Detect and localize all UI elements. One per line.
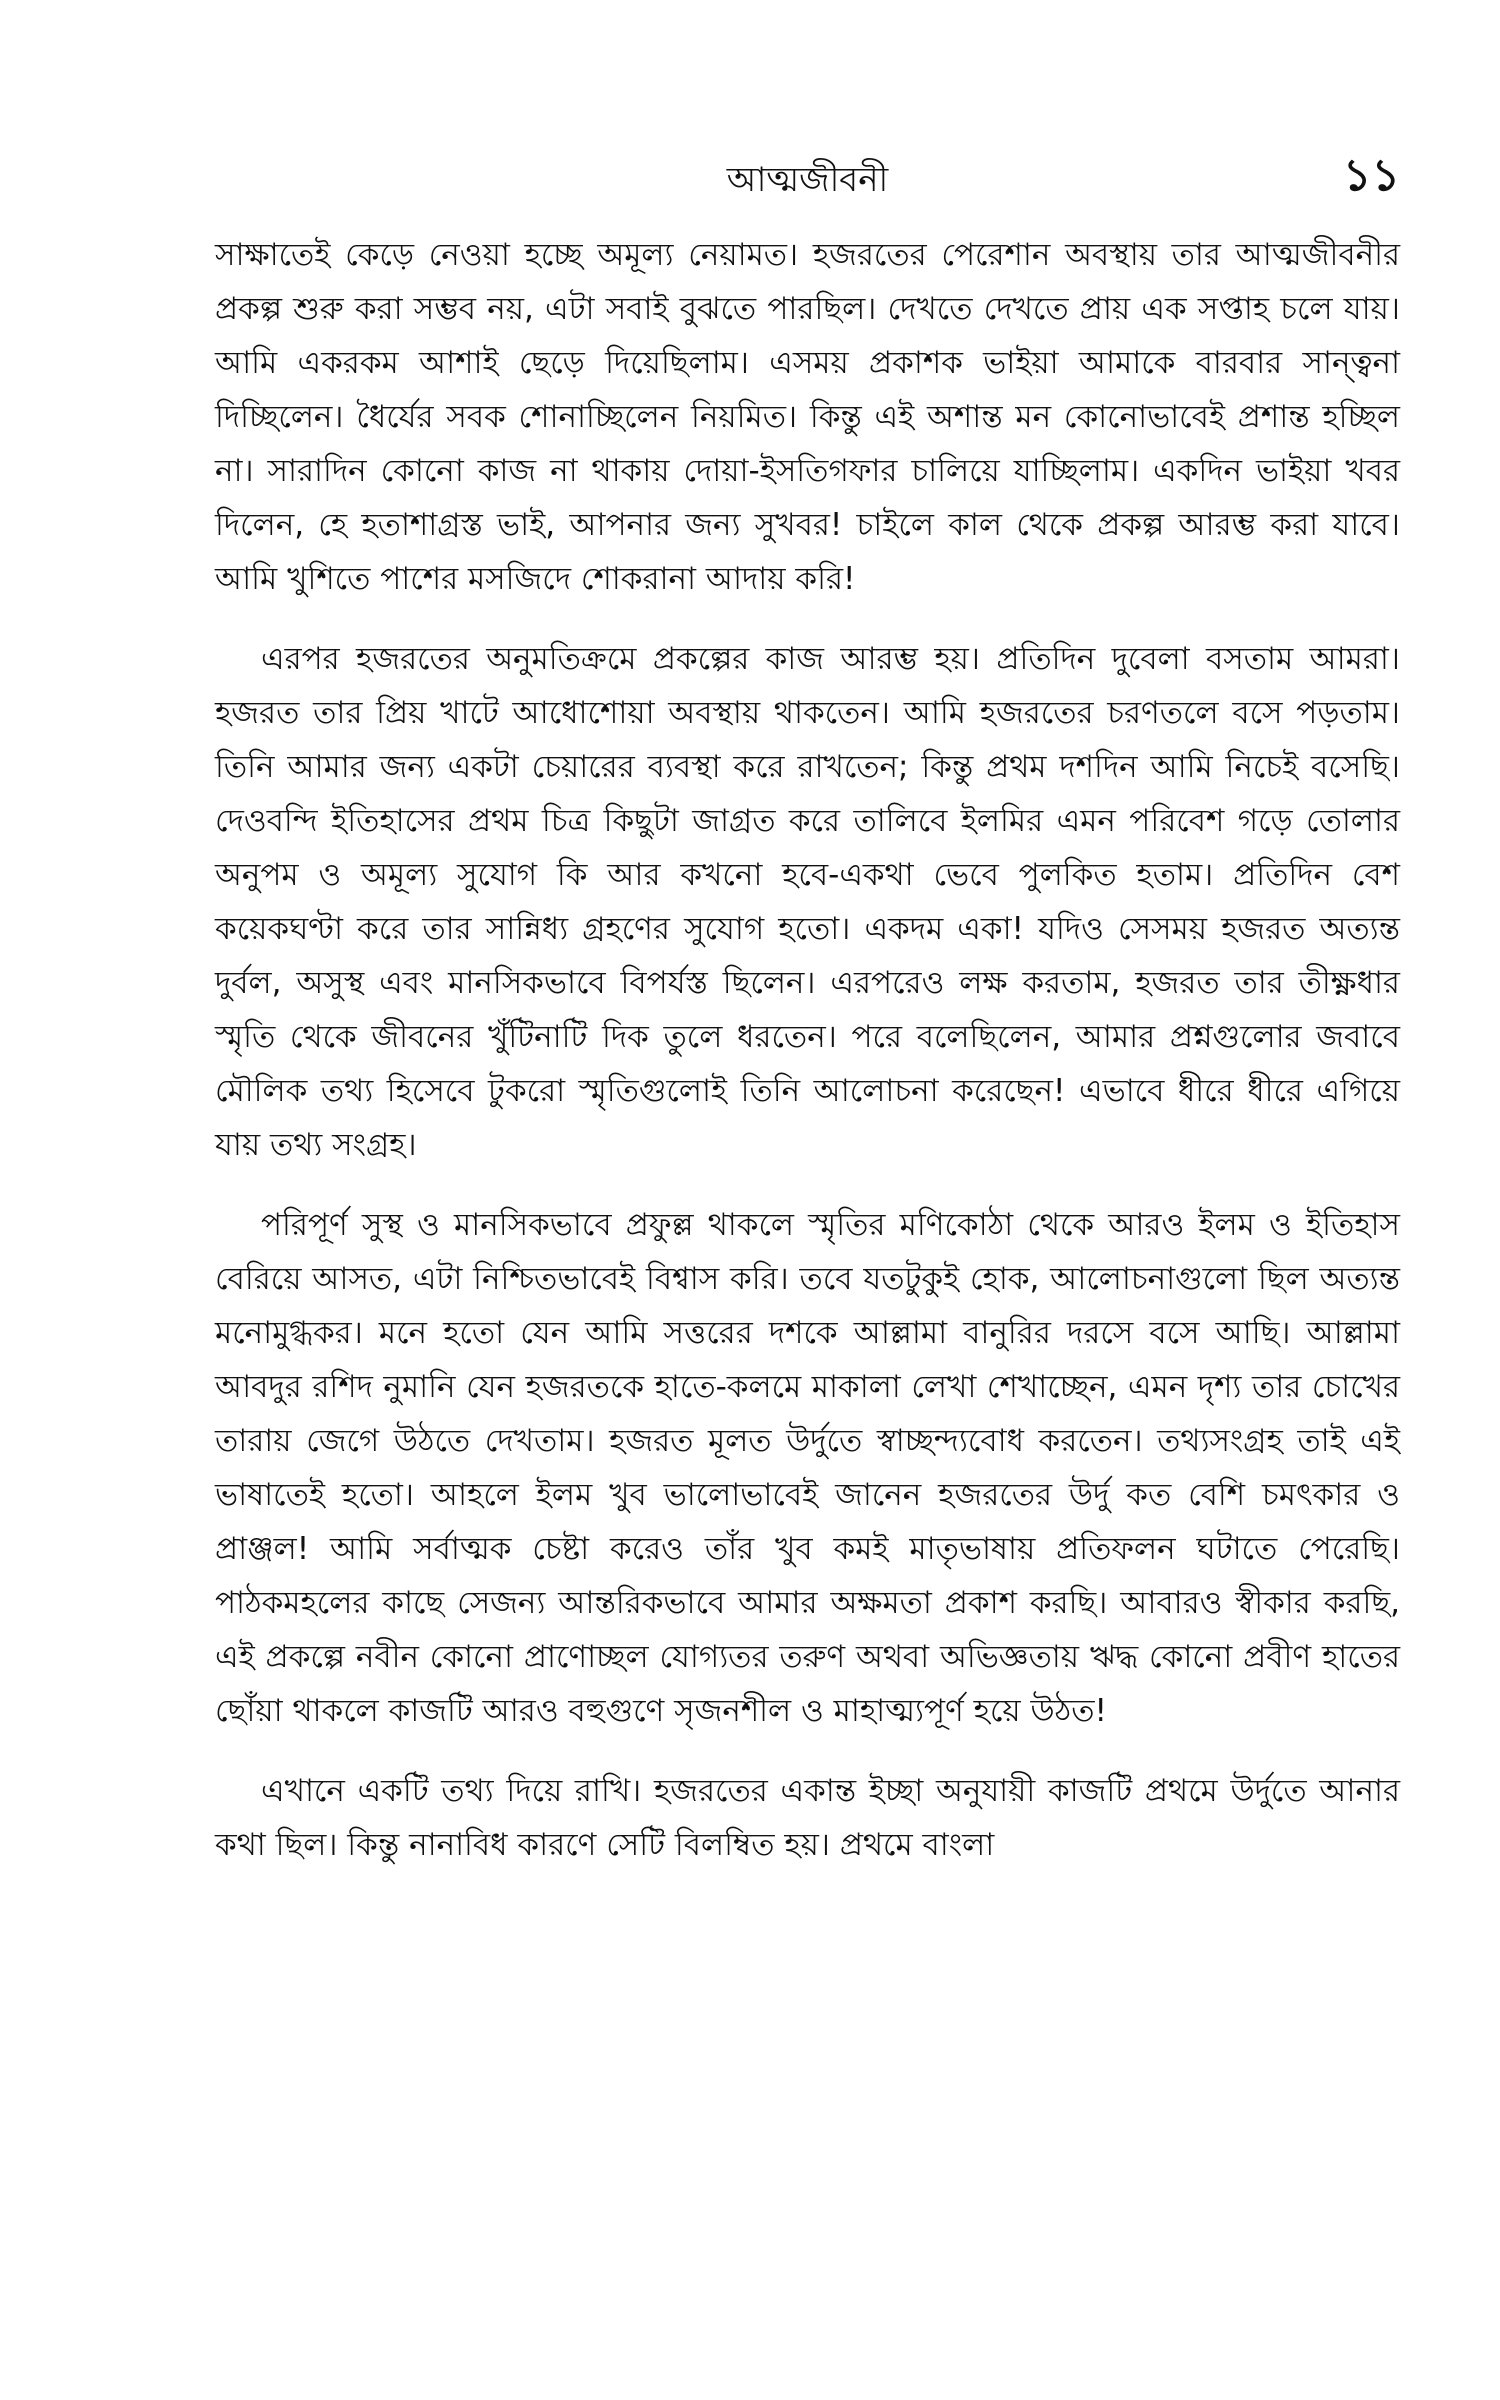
header-title: আত্মজীবনী — [726, 160, 889, 200]
body-text — [215, 228, 1400, 1872]
paragraph-2: এরপর হজরতের অনুমতিক্রমে প্রকল্পের কাজ আরম্ভ হয়। প্রতিদিন দুবেলা বসতাম আমরা। হজরত তার প্রিয় খাটে আধোশোয়া অবস্থায় থাকতেন। আমি হজরতের চরণতলে বসে পড়তাম। তিনি আমার জন্য একটা চেয়ারের ব্যবস্থা করে রাখতেন; কিন্তু প্রথম দশদিন আমি নিচেই বসেছি। দেওবন্দি ইতিহাসের প্রথম চিত্র কিছুটা জাগ্রত করে তালিবে ইলমির এমন পরিবেশ গড়ে তোলার অনুপম ও অমূল্য সুযোগ কি আর কখনো হবে-একথা ভেবে পুলকিত হতাম। প্রতিদিন বেশ কয়েকঘণ্টা করে তার সান্নিধ্য গ্রহণের সুযোগ হতো। একদম একা! যদিও সেসময় হজরত অত্যন্ত দুর্বল, অসুস্থ এবং মানসিকভাবে বিপর্যস্ত ছিলেন। এরপরেও লক্ষ করতাম, হজরত তার তীক্ষ্ণধার স্মৃতি থেকে জীবনের খুঁটিনাটি দিক তুলে ধরতেন। পরে বলেছিলেন, আমার প্রশ্নগুলোর জবাবে মৌলিক তথ্য হিসেবে টুকরো স্মৃতিগুলোই তিনি আলোচনা করেছেন! এভাবে ধীরে ধীরে এগিয়ে যায় তথ্য সংগ্রহ। — [215, 641, 1400, 1163]
page-number: ১১ — [1342, 150, 1400, 201]
running-header — [215, 150, 1400, 210]
paragraph-1: সাক্ষাতেই কেড়ে নেওয়া হচ্ছে অমূল্য নেয়ামত। হজরতের পেরেশান অবস্থায় তার আত্মজীবনীর প্রকল্প শুরু করা সম্ভব নয়, এটা সবাই বুঝতে পারছিল। দেখতে দেখতে প্রায় এক সপ্তাহ চলে যায়। আমি একরকম আশাই ছেড়ে দিয়েছিলাম। এসময় প্রকাশক ভাইয়া আমাকে বারবার সান্ত্বনা দিচ্ছিলেন। ধৈর্যের সবক শোনাচ্ছিলেন নিয়মিত। কিন্তু এই অশান্ত মন কোনোভাবেই প্রশান্ত হচ্ছিল না। সারাদিন কোনো কাজ না থাকায় দোয়া-ইসতিগফার চালিয়ে যাচ্ছিলাম। একদিন ভাইয়া খবর দিলেন, হে হতাশাগ্রস্ত ভাই, আপনার জন্য সুখবর! চাইলে কাল থেকে প্রকল্প আরম্ভ করা যাবে। আমি খুশিতে পাশের মসজিদে শোকরানা আদায় করি! — [215, 237, 1400, 597]
paragraph-3: পরিপূর্ণ সুস্থ ও মানসিকভাবে প্রফুল্ল থাকলে স্মৃতির মণিকোঠা থেকে আরও ইলম ও ইতিহাস বেরিয়ে আসত, এটা নিশ্চিতভাবেই বিশ্বাস করি। তবে যতটুকুই হোক, আলোচনাগুলো ছিল অত্যন্ত মনোমুগ্ধকর। মনে হতো যেন আমি সত্তরের দশকে আল্লামা বানুরির দরসে বসে আছি। আল্লামা আবদুর রশিদ নুমানি যেন হজরতকে হাতে-কলমে মাকালা লেখা শেখাচ্ছেন, এমন দৃশ্য তার চোখের তারায় জেগে উঠতে দেখতাম। হজরত মূলত উর্দুতে স্বাচ্ছন্দ্যবোধ করতেন। তথ্যসংগ্রহ তাই এই ভাষাতেই হতো। আহলে ইলম খুব ভালোভাবেই জানেন হজরতের উর্দু কত বেশি চমৎকার ও প্রাঞ্জল! আমি সর্বাত্মক চেষ্টা করেও তাঁর খুব কমই মাতৃভাষায় প্রতিফলন ঘটাতে পেরেছি। পাঠকমহলের কাছে সেজন্য আন্তরিকভাবে আমার অক্ষমতা প্রকাশ করছি। আবারও স্বীকার করছি, এই প্রকল্পে নবীন কোনো প্রাণোচ্ছল যোগ্যতর তরুণ অথবা অভিজ্ঞতায় ঋদ্ধ কোনো প্রবীণ হাতের ছোঁয়া থাকলে কাজটি আরও বহুগুণে সৃজনশীল ও মাহাত্ম্যপূর্ণ হয়ে উঠত! — [215, 1207, 1400, 1729]
paragraph-4: এখানে একটি তথ্য দিয়ে রাখি। হজরতের একান্ত ইচ্ছা অনুযায়ী কাজটি প্রথমে উর্দুতে আনার কথা ছিল। কিন্তু নানাবিধ কারণে সেটি বিলম্বিত হয়। প্রথমে বাংলা — [215, 1773, 1400, 1863]
